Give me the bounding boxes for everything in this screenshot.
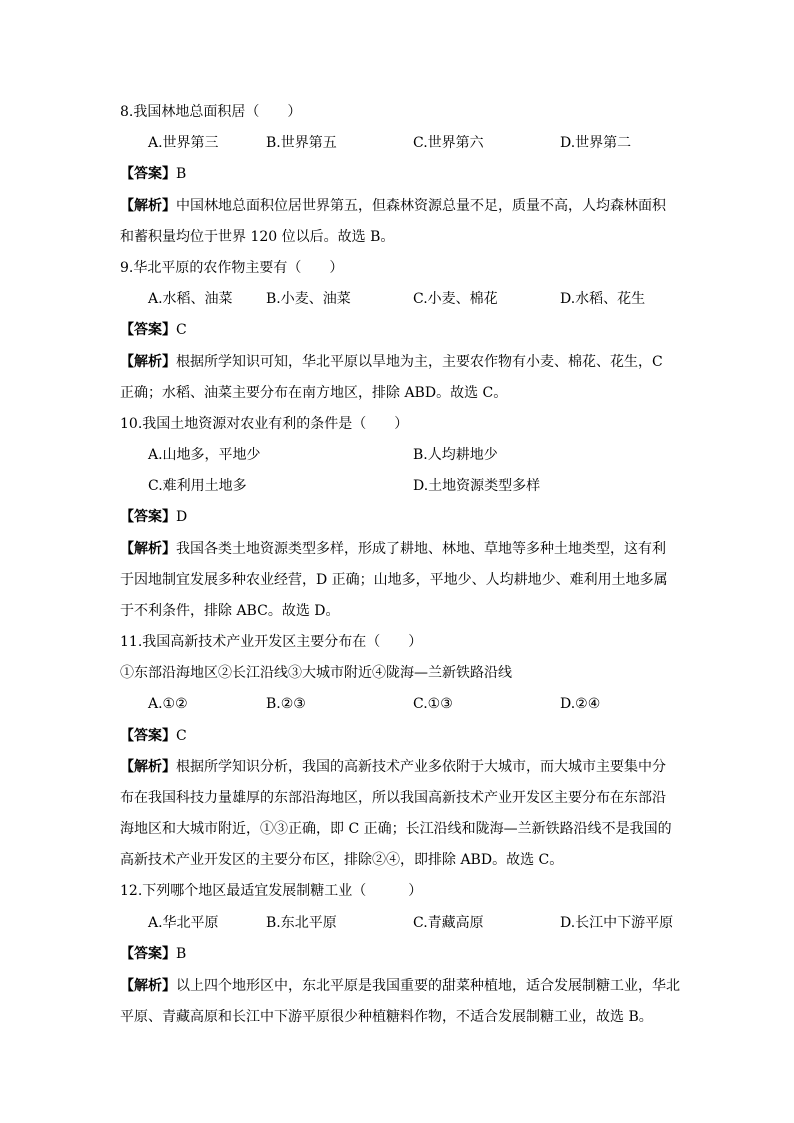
question-9-analysis-line — [120, 352, 680, 372]
question-8-option-d: D.世界第二 — [560, 135, 632, 151]
question-8-option-a: A.世界第三 — [148, 135, 219, 151]
question-9-stem: 9.华北平原的农作物主要有（ ） — [120, 260, 344, 276]
question-12-stem: 12.下列哪个地区最适宜发展制糖工业（ ） — [120, 883, 423, 899]
question-11-answer — [120, 726, 680, 746]
question-8-analysis-line — [120, 196, 680, 216]
question-9-analysis-line: 正确；水稻、油菜主要分布在南方地区，排除 ABD。故选 C。 — [120, 385, 508, 401]
question-8-option-c: C.世界第六 — [413, 135, 484, 151]
question-10-answer — [120, 507, 680, 527]
analysis-label: 【解析】 — [120, 541, 176, 557]
question-11-option-a: A.①② — [148, 696, 188, 712]
question-12-analysis-line: 平原、青藏高原和长江中下游平原很少种植糖料作物，不适合发展制糖工业，故选 B。 — [120, 1009, 653, 1025]
analysis-label: 【解析】 — [120, 354, 176, 370]
question-9-answer — [120, 320, 680, 340]
question-12-option-d: D.长江中下游平原 — [560, 915, 674, 931]
answer-value: B — [176, 166, 187, 182]
analysis-text: 以上四个地形区中，东北平原是我国重要的甜菜种植地，适合发展制糖工业，华北 — [176, 978, 680, 994]
question-12-analysis-line — [120, 976, 680, 996]
answer-label: 【答案】 — [120, 166, 176, 182]
question-10-option-c: C.难利用土地多 — [148, 478, 247, 494]
answer-value: C — [176, 728, 187, 744]
question-11-analysis-line: 高新技术产业开发区的主要分布区，排除②④，即排除 ABD。故选 C。 — [120, 852, 564, 868]
analysis-label: 【解析】 — [120, 759, 176, 775]
question-11-stem: 11.我国高新技术产业开发区主要分布在（ ） — [120, 634, 423, 650]
question-10-option-b: B.人均耕地少 — [413, 447, 498, 463]
question-9-option-c: C.小麦、棉花 — [413, 291, 498, 307]
question-10-analysis-line: 于不利条件，排除 ABC。故选 D。 — [120, 603, 340, 619]
question-8-stem: 8.我国林地总面积居（ ） — [120, 104, 302, 120]
answer-label: 【答案】 — [120, 322, 176, 338]
analysis-text: 我国各类土地资源类型多样，形成了耕地、林地、草地等多种土地类型，这有利 — [176, 541, 666, 557]
analysis-label: 【解析】 — [120, 978, 176, 994]
question-11-analysis-line: 布在我国科技力量雄厚的东部沿海地区，所以我国高新技术产业开发区主要分布在东部沿 — [120, 790, 666, 806]
answer-label: 【答案】 — [120, 728, 176, 744]
question-12-option-c: C.青藏高原 — [413, 915, 484, 931]
question-10-option-a: A.山地多，平地少 — [148, 447, 261, 463]
question-12-option-b: B.东北平原 — [266, 915, 337, 931]
answer-label: 【答案】 — [120, 509, 176, 525]
question-11-sub-items: ①东部沿海地区②长江沿线③大城市附近④陇海—兰新铁路沿线 — [120, 665, 512, 681]
answer-value: C — [176, 322, 187, 338]
question-9-option-a: A.水稻、油菜 — [148, 291, 233, 307]
question-11-analysis-line — [120, 757, 680, 777]
question-11-option-b: B.②③ — [266, 696, 306, 712]
question-8-answer — [120, 164, 680, 184]
question-10-stem: 10.我国土地资源对农业有利的条件是（ ） — [120, 416, 409, 432]
question-9-option-d: D.水稻、花生 — [560, 291, 646, 307]
analysis-text: 根据所学知识分析，我国的高新技术产业多依附于大城市，而大城市主要集中分 — [176, 759, 666, 775]
question-9-option-b: B.小麦、油菜 — [266, 291, 351, 307]
question-11-option-d: D.②④ — [560, 696, 601, 712]
question-12-option-a: A.华北平原 — [148, 915, 219, 931]
question-8-option-b: B.世界第五 — [266, 135, 337, 151]
question-10-analysis-line: 于因地制宜发展多种农业经营，D 正确；山地多，平地少、人均耕地少、难利用土地多属 — [120, 572, 668, 588]
question-10-option-d: D.土地资源类型多样 — [413, 478, 541, 494]
answer-value: B — [176, 946, 187, 962]
analysis-text: 中国林地总面积位居世界第五，但森林资源总量不足，质量不高，人均森林面积 — [176, 198, 666, 214]
analysis-text: 根据所学知识可知，华北平原以旱地为主，主要农作物有小麦、棉花、花生，C — [176, 354, 663, 370]
question-12-answer — [120, 944, 680, 964]
answer-label: 【答案】 — [120, 946, 176, 962]
question-11-analysis-line: 海地区和大城市附近，①③正确，即 C 正确；长江沿线和陇海—兰新铁路沿线不是我国的 — [120, 821, 672, 837]
question-10-analysis-line — [120, 539, 680, 559]
question-8-analysis-line: 和蓄积量均位于世界 120 位以后。故选 B。 — [120, 229, 395, 245]
question-11-option-c: C.①③ — [413, 696, 453, 712]
analysis-label: 【解析】 — [120, 198, 176, 214]
answer-value: D — [176, 509, 188, 525]
